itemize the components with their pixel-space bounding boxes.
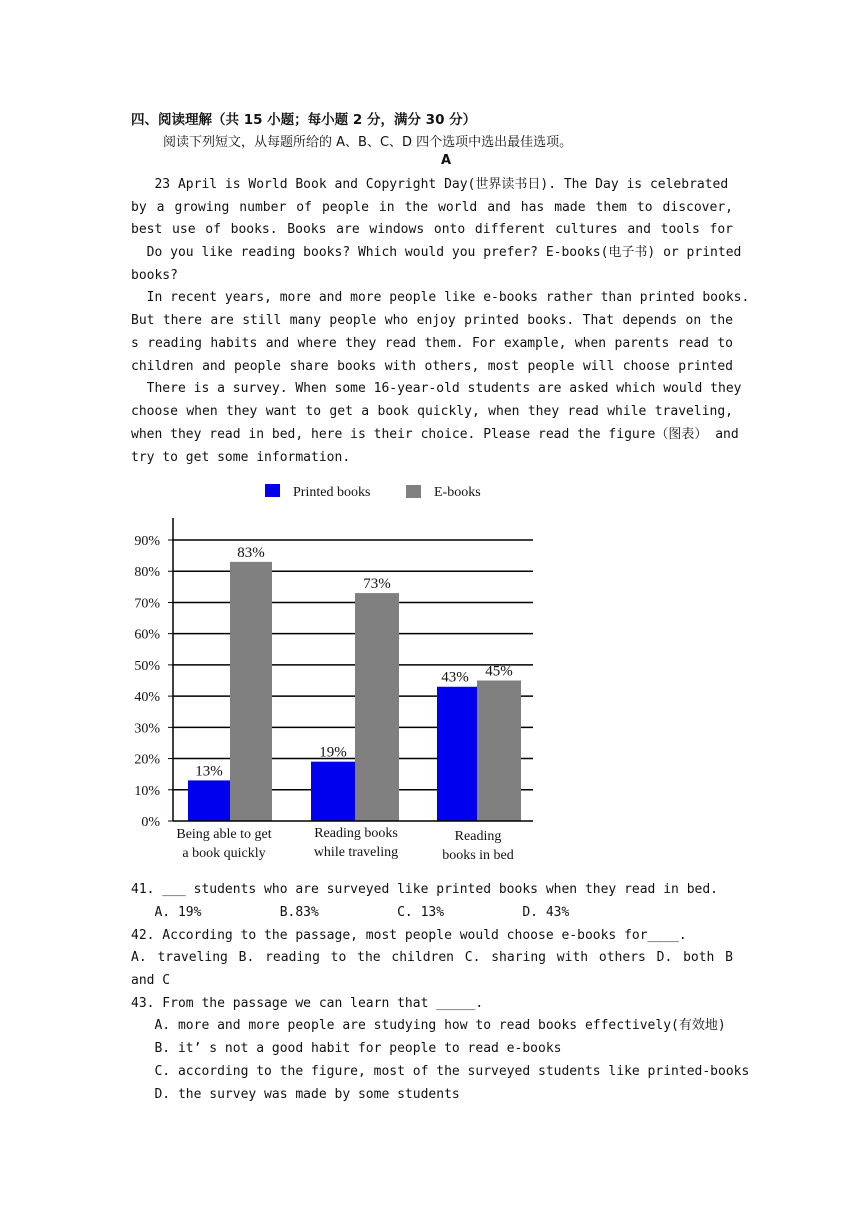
legend-swatch-ebooks (406, 485, 421, 498)
passage-line: try to get some information. (131, 450, 351, 465)
passage-line: choose when they want to get a book quickly, when they read while traveling, (131, 404, 733, 419)
data-label: 13% (195, 763, 223, 780)
data-label: 83% (237, 544, 265, 561)
legend-label: Printed books (293, 485, 371, 500)
y-axis-ticks (134, 534, 173, 830)
y-tick-label: 70% (134, 596, 160, 612)
bar-printed (188, 780, 230, 821)
bar-ebooks (230, 562, 272, 821)
passage-line: books? (131, 268, 178, 283)
passage-line: But there are still many people who enjoy printed books. That depends on the (131, 313, 733, 328)
x-category-label: Reading books (314, 826, 398, 841)
passage-line: children and people share books with others, most people will choose printed (131, 359, 733, 374)
y-tick-label: 20% (134, 752, 160, 768)
bar-printed (311, 762, 355, 821)
question-43-option-d: D. the survey was made by some students (131, 1087, 460, 1102)
section-heading: 四、阅读理解（共 15 小题；每小题 2 分，满分 30 分） (131, 112, 477, 128)
question-43-option-c: C. according to the figure, most of the surveyed students like printed-books (131, 1064, 750, 1079)
question-43-option-a: A. more and more people are studying how to read books effectively(有效地) (131, 1018, 726, 1033)
y-tick-label: 0% (141, 815, 160, 830)
question-43-option-b: B. it’ s not a good habit for people to read e-books (131, 1041, 562, 1056)
y-tick-label: 60% (134, 627, 160, 643)
passage-line: s reading habits and where they read them. For example, when parents read to (131, 336, 733, 351)
y-tick-label: 40% (134, 690, 160, 706)
data-label: 45% (485, 663, 513, 680)
bar-ebooks (355, 593, 399, 821)
x-axis-category-labels (176, 826, 513, 863)
question-43: 43. From the passage we can learn that _____. (131, 996, 484, 1011)
passage-line: 23 April is World Book and Copyright Day(世界读书日). The Day is celebrated (131, 177, 729, 192)
passage-letter: A (441, 153, 452, 168)
x-category-label: while traveling (313, 845, 399, 860)
legend-label: E-books (434, 485, 481, 500)
question-42-options-cont: and C (131, 973, 171, 988)
x-category-label: a book quickly (182, 846, 266, 861)
chart-legend (265, 484, 481, 500)
passage-line: best use of books. Books are windows onto different cultures and tools for (131, 222, 733, 237)
chart-bars (188, 562, 521, 821)
bar-ebooks (477, 681, 521, 822)
question-42-options: A. traveling B. reading to the children C. sharing with others D. both B (131, 950, 733, 965)
question-41: 41. ___ students who are surveyed like printed books when they read in bed. (131, 882, 718, 897)
question-41-options: A. 19% B.83% C. 13% D. 43% (131, 905, 570, 920)
data-label: 19% (319, 744, 347, 761)
passage-line: when they read in bed, here is their choice. Please read the figure（图表） and (131, 427, 739, 442)
y-tick-label: 10% (134, 783, 160, 799)
y-tick-label: 90% (134, 534, 160, 549)
passage-line: In recent years, more and more people like e-books rather than printed books. (131, 290, 750, 305)
data-label: 43% (441, 669, 469, 686)
data-label: 73% (363, 576, 391, 593)
y-tick-label: 50% (134, 658, 160, 674)
bar-printed (437, 687, 477, 821)
x-category-label: books in bed (442, 848, 514, 863)
x-category-label: Reading (454, 829, 502, 844)
passage-line: There is a survey. When some 16-year-old students are asked which would they (131, 381, 742, 396)
section-instruction: 阅读下列短文，从每题所给的 A、B、C、D 四个选项中选出最佳选项。 (163, 135, 573, 150)
passage-line: Do you like reading books? Which would you prefer? E-books(电子书) or printed (131, 245, 742, 260)
y-tick-label: 30% (134, 721, 160, 737)
legend-swatch-printed (265, 484, 280, 497)
question-42: 42. According to the passage, most people would choose e-books for____. (131, 928, 687, 943)
x-category-label: Being able to get (176, 827, 272, 842)
y-tick-label: 80% (134, 565, 160, 581)
passage-line: by a growing number of people in the world and has made them to discover, (131, 200, 733, 215)
